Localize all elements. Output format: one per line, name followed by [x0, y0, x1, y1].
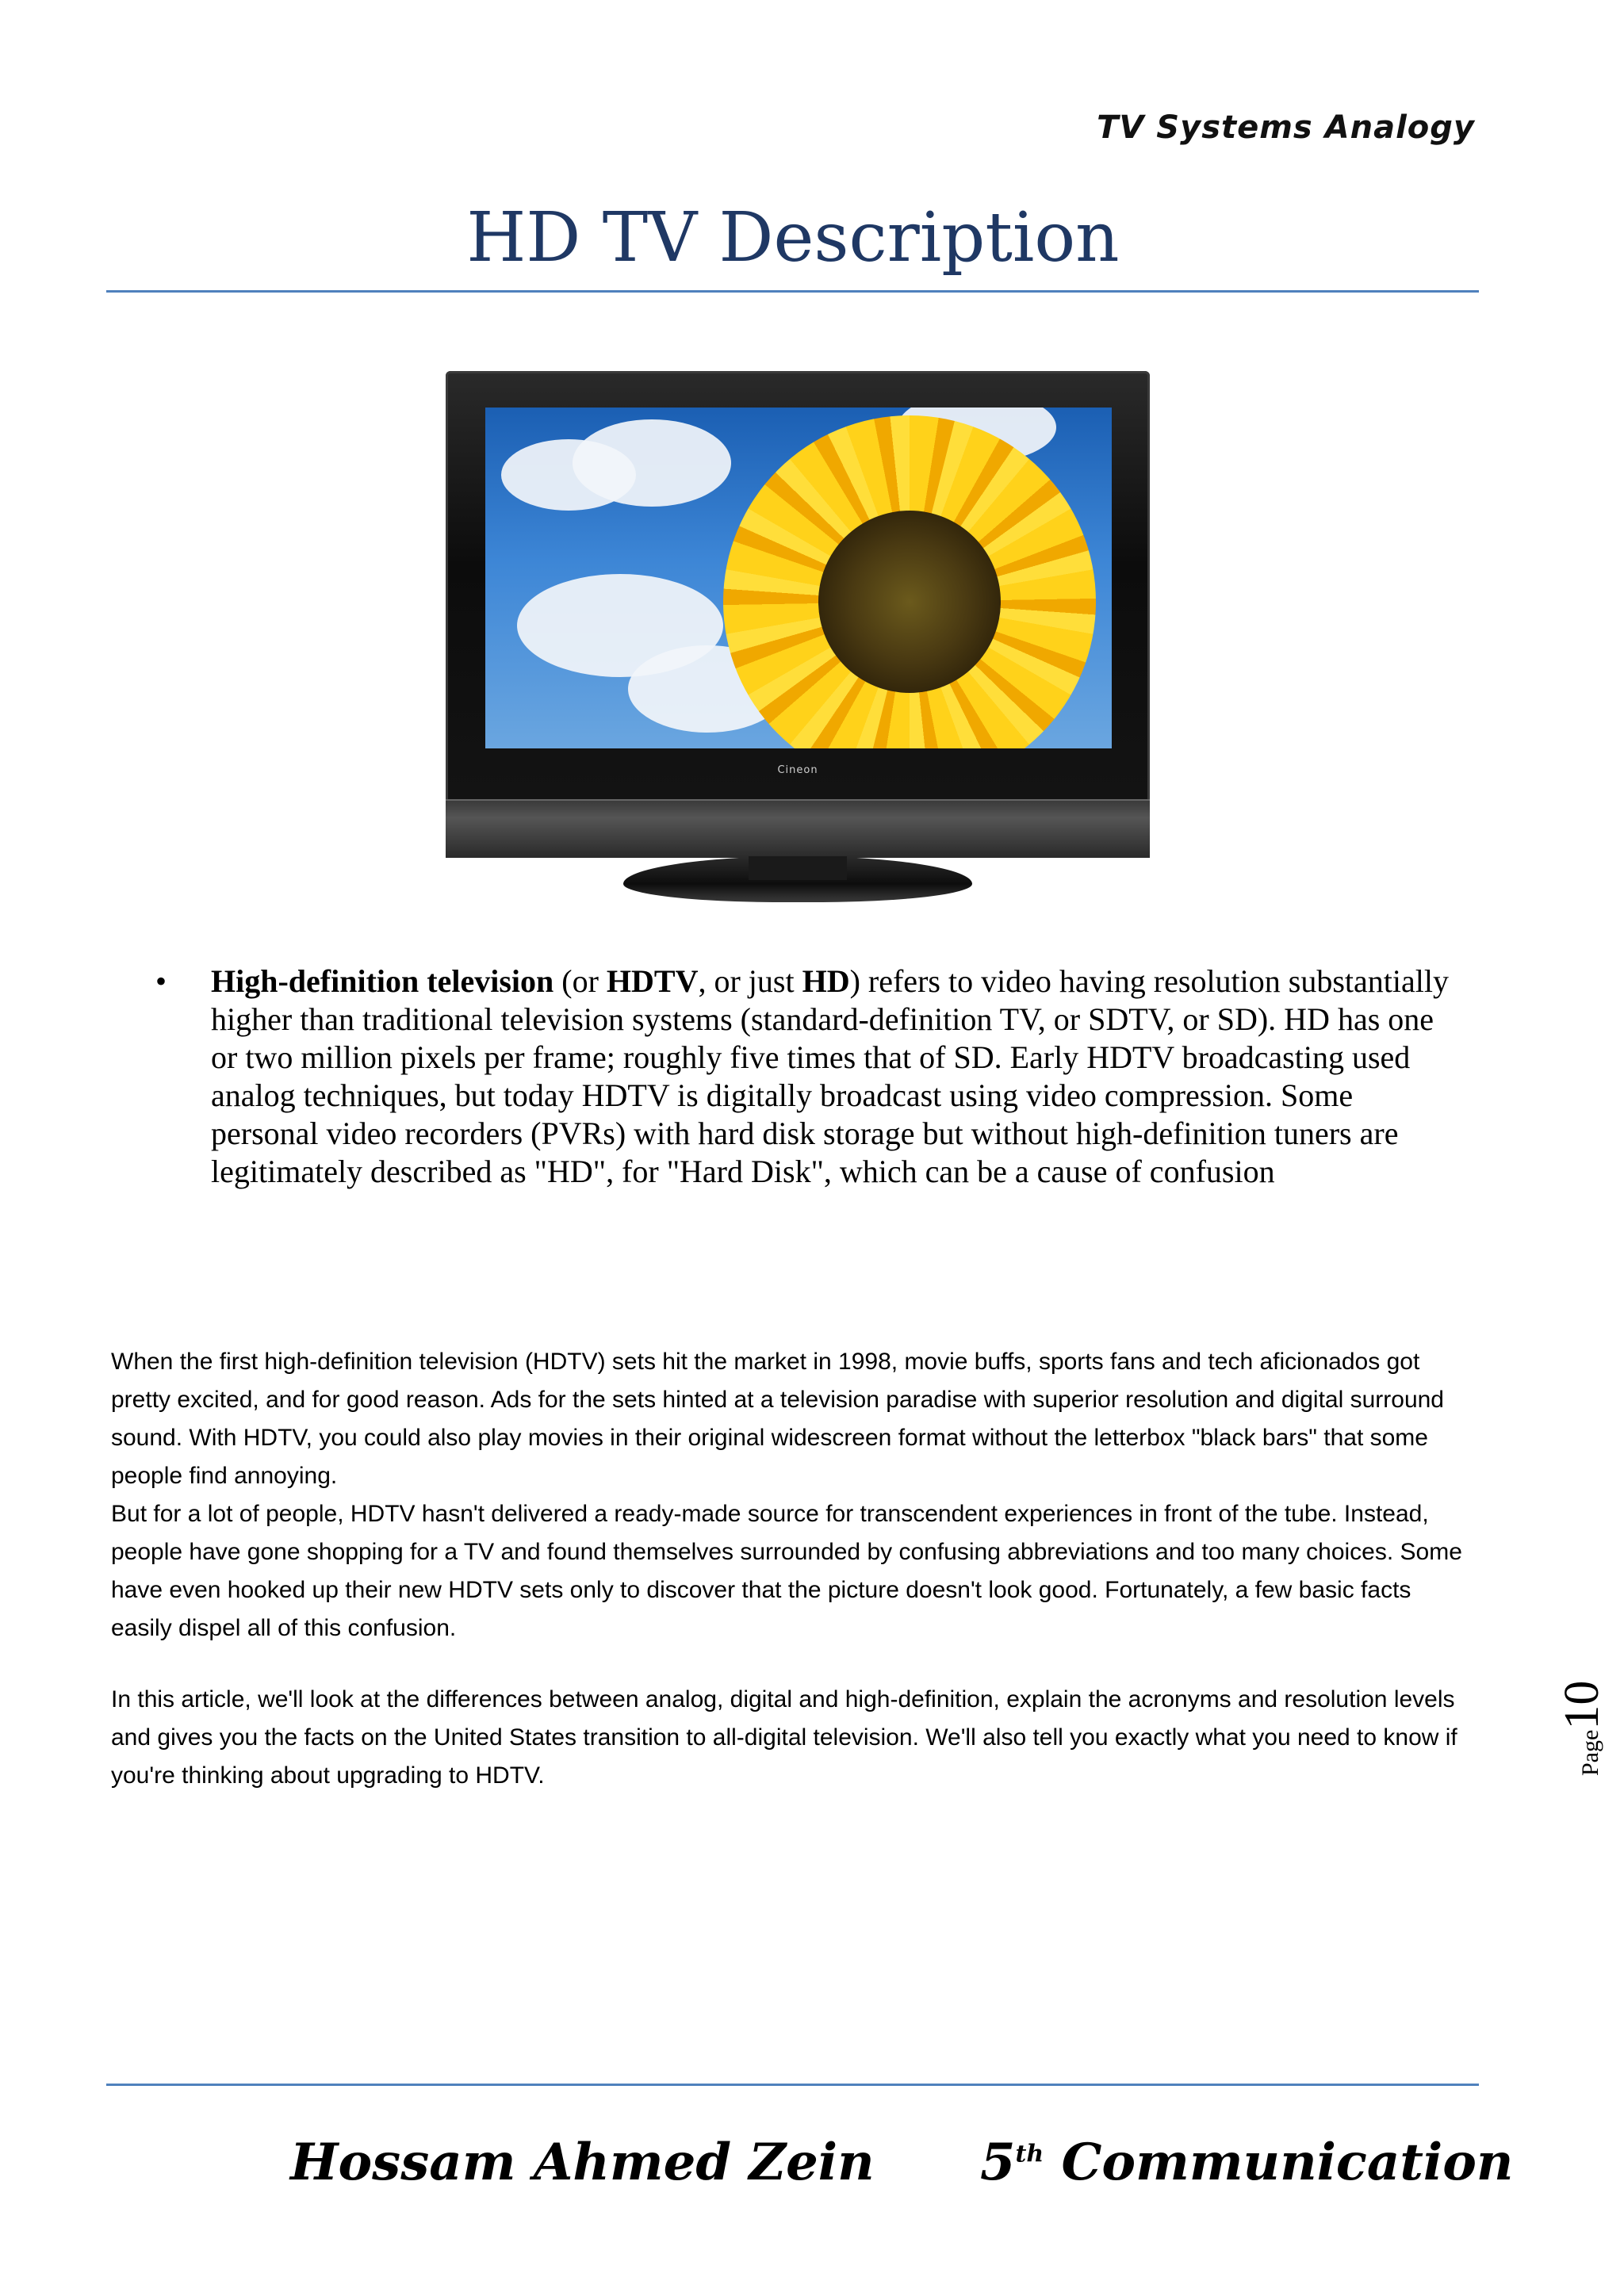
bullet-list-item — [155, 962, 1456, 1191]
sunflower-center — [818, 511, 1001, 693]
term-hd: HD — [802, 963, 850, 999]
tv-speaker-bar — [446, 799, 1150, 858]
tv-brand-logo: Cineon — [777, 764, 818, 776]
body-paragraph-group — [111, 1681, 1475, 1795]
tv-stand-neck — [749, 856, 847, 880]
term-high-definition-television: High-definition television — [211, 963, 554, 999]
page-number-value: 10 — [1555, 1680, 1609, 1730]
cloud-shape — [573, 419, 731, 507]
term-hdtv: HDTV — [606, 963, 699, 999]
footer-level-text: Communication — [1061, 2133, 1514, 2192]
body-paragraph: When the first high-definition television (HDTV) sets hit the market in 1998, movie buffs, sports fans and tech aficionados got pretty excited, and for good reason. Ads for the sets hinted at a television paradise with superior resolution and digital surround sound. With HDTV, you could also play movies in their original widescreen format without the letterbox "black bars" that some people find annoying. — [111, 1349, 1444, 1489]
bullet-text-segment: ) refers to video having resolution substantially higher than traditional television systems (standard-definition TV, or SDTV, or SD). HD has one or two million pixels per frame; roughly five times that of SD. Early HDTV broadcasting used analog techniques, but today HDTV is digitally broadcast using video compression. Some personal video recorders (PVRs) with hard disk storage but without high-definition tuners are legitimately described as "HD", for "Hard Disk", which can be a cause of confusion — [211, 963, 1449, 1189]
running-header-title: TV Systems Analogy — [1097, 109, 1475, 146]
tv-screen — [485, 408, 1112, 748]
footer-level-number: 5 — [980, 2133, 1016, 2192]
body-paragraph: But for a lot of people, HDTV hasn't delivered a ready-made source for transcendent experiences in front of the tube. Instead, people have gone shopping for a TV and found themselves surrounded by confusing abbreviations and too many choices. Some have even hooked up their new HDTV sets only to discover that the picture doesn't look good. Fortunately, a few basic facts easily dispel all of this confusion. — [111, 1501, 1462, 1641]
footer-level — [980, 2133, 1513, 2192]
page-number — [1538, 1633, 1610, 1784]
heading-rule — [106, 290, 1479, 293]
page-word: Page — [1577, 1729, 1603, 1776]
footer-author: Hossam Ahmed Zein — [290, 2133, 875, 2192]
body-paragraph: In this article, we'll look at the differences between analog, digital and high-definition, explain the acronyms and resolution levels and gives you the facts on the United States transition to all-digital television. We'll also tell you exactly what you need to know if you're thinking about upgrading to HDTV. — [111, 1686, 1457, 1789]
body-paragraph-group — [111, 1343, 1475, 1647]
footer-rule — [106, 2084, 1479, 2086]
bullet-text-segment: (or — [553, 963, 607, 999]
bullet-text-segment: , or just — [698, 963, 802, 999]
bullet-text — [211, 962, 1456, 1191]
footer-level-suffix: th — [1015, 2140, 1044, 2168]
hdtv-illustration — [446, 371, 1150, 902]
page-title: HD TV Description — [466, 198, 1120, 277]
bullet-marker: • — [155, 963, 167, 999]
page-number-label — [1554, 1681, 1611, 1776]
